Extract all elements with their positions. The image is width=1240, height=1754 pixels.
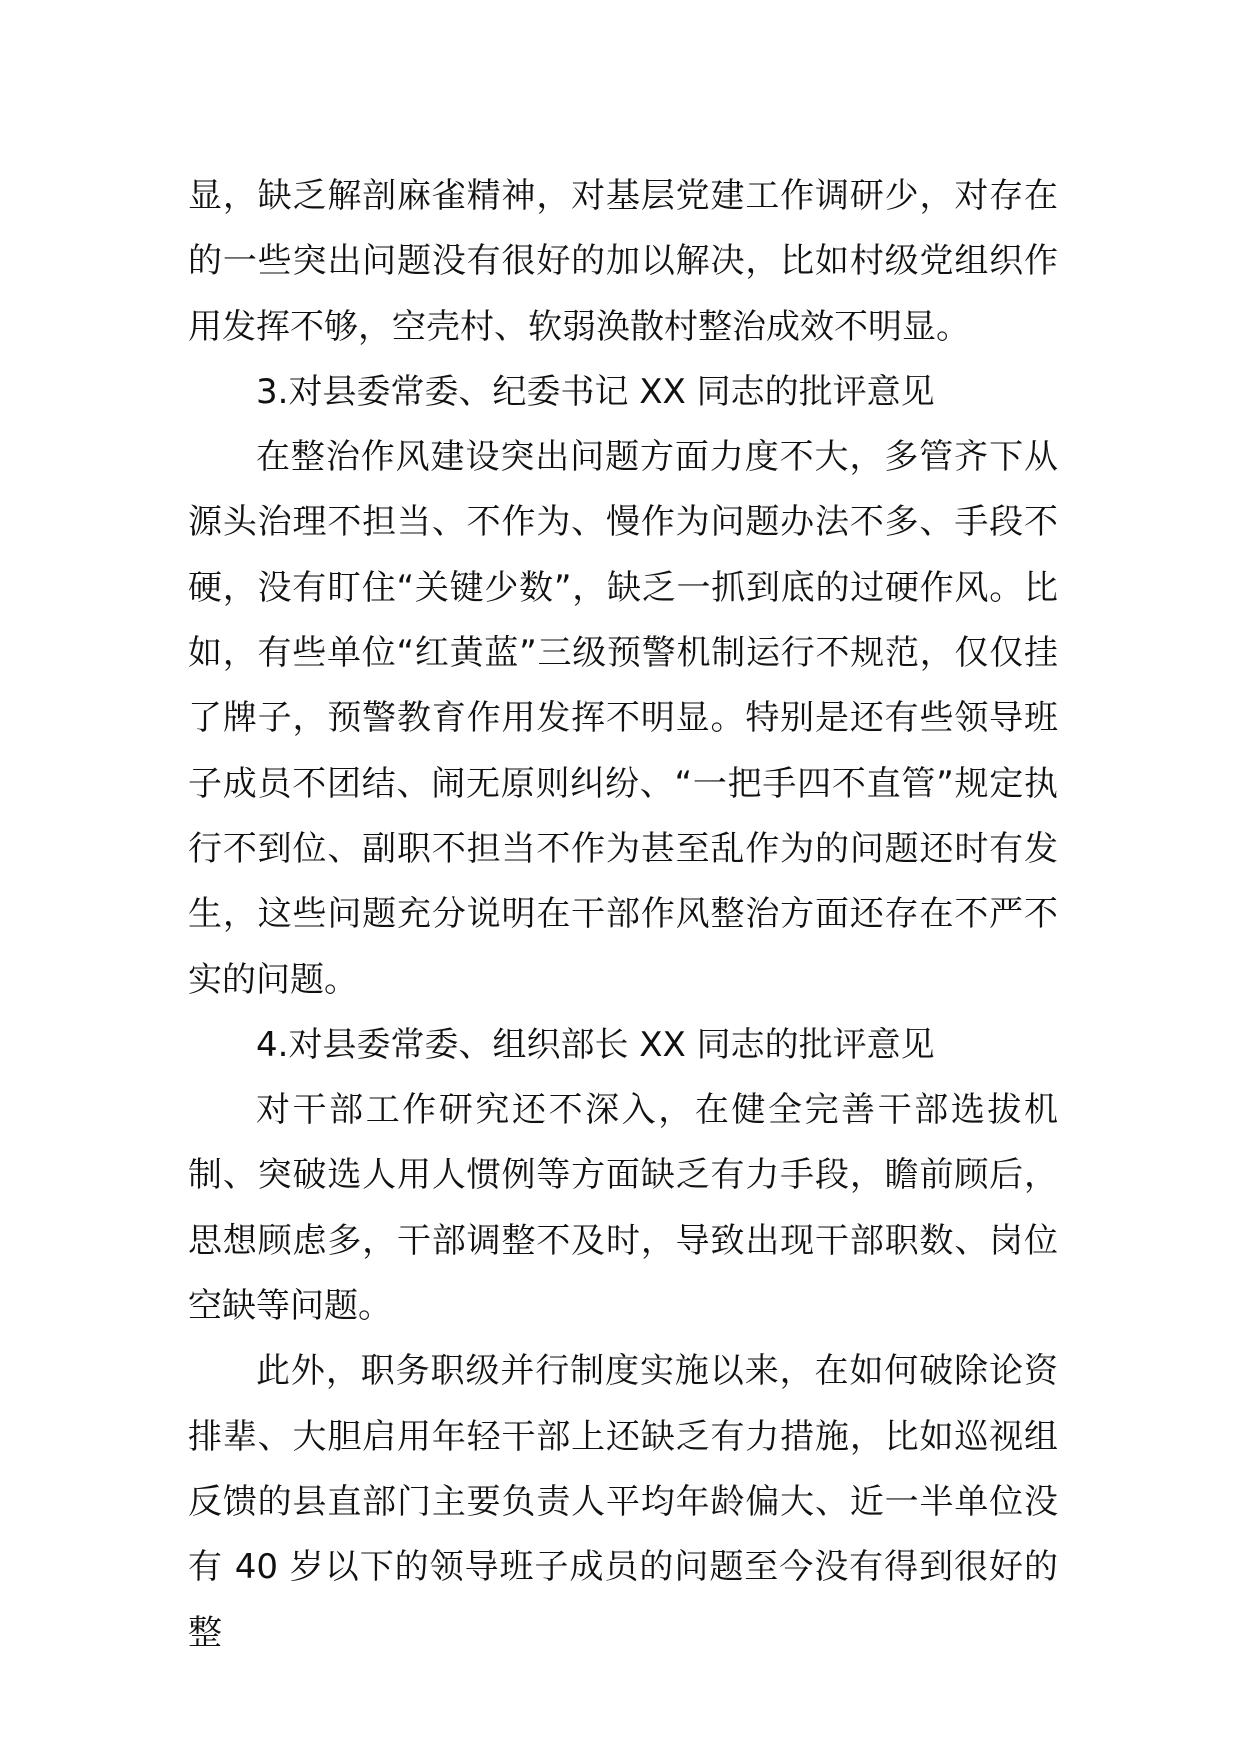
paragraph-continued: 显，缺乏解剖麻雀精神，对基层党建工作调研少，对存在的一些突出问题没有很好的加以解决，比如村级党组织作用发挥不够，空壳村、软弱涣散村整治成效不明显。 <box>188 176 1058 347</box>
paragraph-additional: 此外，职务职级并行制度实施以来，在如何破除论资排辈、大胆启用年轻干部上还缺乏有力措施，比如巡视组反馈的县直部门主要负责人平均年龄偏大、近一半单位没有 40 岁以下的领导班子成员的问题至今没有得到很好的整 <box>188 1351 1058 1653</box>
paragraph-criticism-discipline: 在整治作风建设突出问题方面力度不大，多管齐下从源头治理不担当、不作为、慢作为问题办法不多、手段不硬，没有盯住“关键少数”，缺乏一抓到底的过硬作风。比如，有些单位“红黄蓝”三级预警机制运行不规范，仅仅挂了牌子，预警教育作用发挥不明显。特别是还有些领导班子成员不团结、闹无原则纠纷、“一把手四不直管”规定执行不到位、副职不担当不作为甚至乱作为的问题还时有发生，这些问题充分说明在干部作风整治方面还存在不严不实的问题。 <box>188 437 1058 1000</box>
paragraph-criticism-organization: 对干部工作研究还不深入，在健全完善干部选拔机制、突破选人用人惯例等方面缺乏有力手段，瞻前顾后，思想顾虑多，干部调整不及时，导致出现干部职数、岗位空缺等问题。 <box>188 1090 1058 1327</box>
section-heading-3: 3.对县委常委、纪委书记 XX 同志的批评意见 <box>256 371 935 412</box>
document-page <box>188 164 1058 1666</box>
section-heading-4: 4.对县委常委、组织部长 XX 同志的批评意见 <box>256 1024 935 1065</box>
